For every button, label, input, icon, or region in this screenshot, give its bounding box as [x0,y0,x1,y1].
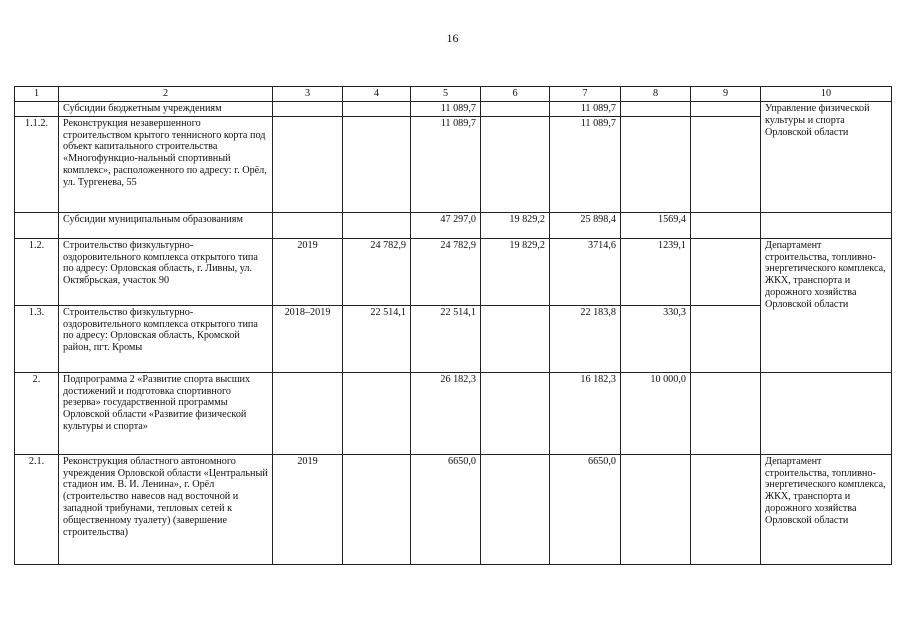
row-value-col4: 22 514,1 [343,305,411,372]
row-value-col8: 1569,4 [621,212,691,238]
row-value-col9 [691,238,761,305]
row-years: 2019 [273,454,343,564]
row-value-col6: 19 829,2 [481,238,550,305]
row-value-col8 [621,102,691,117]
row-value-col7: 11 089,7 [550,102,621,117]
row-value-col5: 26 182,3 [411,372,481,454]
row-value-col9 [691,116,761,212]
row-value-col5: 11 089,7 [411,116,481,212]
row-value-col6 [481,454,550,564]
row-value-col5: 6650,0 [411,454,481,564]
row-years [273,372,343,454]
row-responsible: Департамент строительства, топливно-энергетического комплекса, ЖКХ, транспорта и дорожного хозяйства Орловской области [761,454,892,564]
header-cell: 8 [621,87,691,102]
page-number: 16 [446,31,459,45]
row-value-col9 [691,212,761,238]
row-value-col7: 16 182,3 [550,372,621,454]
row-value-col4 [343,116,411,212]
row-years [273,116,343,212]
row-value-col4 [343,102,411,117]
header-cell: 3 [273,87,343,102]
row-value-col8: 330,3 [621,305,691,372]
row-description: Строительство физкультурно-оздоровительного комплекса открытого типа по адресу: Орловская область, г. Ливны, ул. Октябрьская, участок 90 [59,238,273,305]
row-value-col9 [691,305,761,372]
row-years: 2018–2019 [273,305,343,372]
row-number: 1.3. [15,305,59,372]
row-years [273,102,343,117]
row-value-col6: 19 829,2 [481,212,550,238]
row-value-col5: 11 089,7 [411,102,481,117]
row-value-col7: 22 183,8 [550,305,621,372]
row-value-col4: 24 782,9 [343,238,411,305]
row-number: 2. [15,372,59,454]
table-row [15,116,892,212]
row-value-col7: 25 898,4 [550,212,621,238]
row-value-col4 [343,212,411,238]
row-responsible: Управление физической культуры и спорта Орловской области [761,102,892,213]
row-value-col7: 3714,6 [550,238,621,305]
table-row [15,372,892,454]
row-description: Строительство физкультурно-оздоровительного комплекса открытого типа по адресу: Орловская область, Кромской район, пгт. Кромы [59,305,273,372]
row-description: Субсидии бюджетным учреждениям [59,102,273,117]
row-value-col8 [621,116,691,212]
row-value-col5: 47 297,0 [411,212,481,238]
table-row [15,305,892,372]
row-years: 2019 [273,238,343,305]
row-value-col6 [481,102,550,117]
row-description: Субсидии муниципальным образованиям [59,212,273,238]
header-cell: 10 [761,87,892,102]
row-description: Реконструкция незавершенного строительством крытого теннисного корта под объект капитального строительства «Многофункцио-нальный спортивный комплекс», расположенного по адресу: г. Орёл, ул. Тургенева, 55 [59,116,273,212]
table-row [15,238,892,305]
row-description: Подпрограмма 2 «Развитие спорта высших достижений и подготовка спортивного резерва» государственной программы Орловской области «Развитие физической культуры и спорта» [59,372,273,454]
row-value-col6 [481,305,550,372]
row-value-col6 [481,116,550,212]
header-cell: 1 [15,87,59,102]
row-value-col8: 10 000,0 [621,372,691,454]
header-cell: 4 [343,87,411,102]
row-value-col5: 24 782,9 [411,238,481,305]
row-number: 1.1.2. [15,116,59,212]
row-value-col9 [691,454,761,564]
row-number: 1.2. [15,238,59,305]
row-value-col9 [691,372,761,454]
row-value-col5: 22 514,1 [411,305,481,372]
header-cell: 6 [481,87,550,102]
table-row [15,102,892,117]
row-number [15,212,59,238]
budget-table [14,86,892,565]
row-value-col4 [343,454,411,564]
header-cell: 7 [550,87,621,102]
row-description: Реконструкция областного автономного учреждения Орловской области «Центральный стадион им. В. И. Ленина», г. Орёл (строительство навесов над восточной и западной трибунами, тепловых сетей к общественному туалету) (завершение строительства) [59,454,273,564]
row-responsible: Департамент строительства, топливно-энергетического комплекса, ЖКХ, транспорта и дорожного хозяйства Орловской области [761,238,892,372]
header-cell: 5 [411,87,481,102]
table-header-row [15,87,892,102]
row-number: 2.1. [15,454,59,564]
header-cell: 2 [59,87,273,102]
row-number [15,102,59,117]
row-value-col7: 6650,0 [550,454,621,564]
row-responsible [761,372,892,454]
row-value-col4 [343,372,411,454]
row-value-col7: 11 089,7 [550,116,621,212]
row-value-col8 [621,454,691,564]
table-row [15,212,892,238]
row-value-col8: 1239,1 [621,238,691,305]
row-value-col6 [481,372,550,454]
row-years [273,212,343,238]
table-row [15,454,892,564]
row-responsible [761,212,892,238]
header-cell: 9 [691,87,761,102]
row-value-col9 [691,102,761,117]
